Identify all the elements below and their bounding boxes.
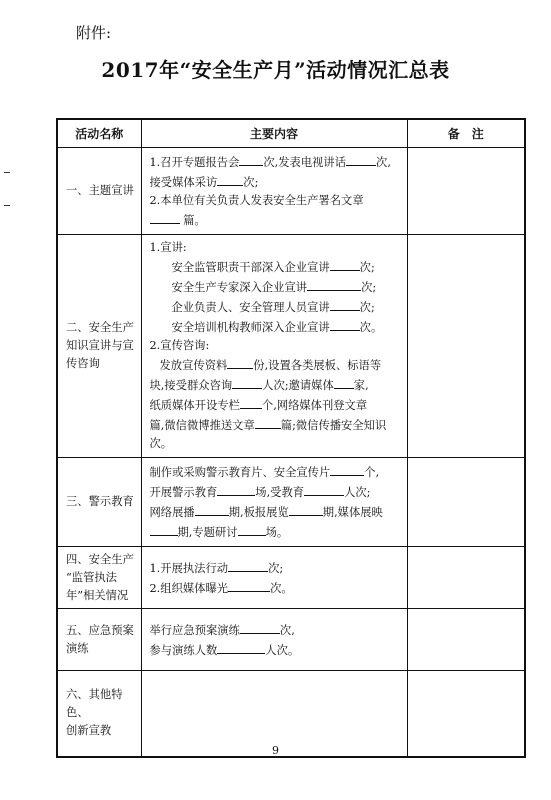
content-text: 1.开展执法行动 bbox=[149, 561, 229, 575]
blank-field bbox=[346, 152, 376, 166]
blank-field bbox=[195, 502, 229, 516]
content-text: 2.宣传咨询: bbox=[149, 339, 210, 352]
content-text: 纸质媒体开设专栏 bbox=[149, 399, 240, 412]
category-line: 演练 bbox=[66, 641, 89, 655]
content-cell bbox=[141, 235, 407, 458]
remark-cell bbox=[407, 458, 525, 547]
content-text: 开展警示教育 bbox=[149, 486, 218, 499]
table-row bbox=[57, 609, 525, 671]
content-text: 2.本单位有关负责人发表安全生产署名文章 bbox=[149, 194, 364, 207]
blank-field bbox=[228, 558, 268, 572]
content-line bbox=[150, 502, 401, 522]
content-text: 次; bbox=[359, 301, 375, 314]
blank-field bbox=[239, 152, 263, 166]
content-text: 篇,微信微博推送文章 bbox=[149, 419, 255, 432]
content-cell bbox=[141, 458, 407, 547]
category-line: 五、应急预案 bbox=[66, 623, 134, 637]
blank-field bbox=[228, 578, 270, 592]
category-cell bbox=[57, 547, 141, 609]
content-line bbox=[150, 239, 401, 257]
content-text: 网络展播 bbox=[149, 506, 195, 519]
category-line: 知识宣讲与宣 bbox=[66, 339, 134, 352]
category-line: 二、安全生产 bbox=[66, 321, 134, 334]
content-line bbox=[150, 558, 401, 578]
table-row bbox=[57, 235, 525, 458]
content-line bbox=[150, 462, 401, 482]
category-cell bbox=[57, 458, 141, 547]
content-line bbox=[150, 317, 401, 337]
content-line bbox=[150, 522, 401, 542]
content-line bbox=[150, 337, 401, 355]
content-text: 份,设置各类展板、标语等 bbox=[253, 359, 382, 372]
content-line bbox=[150, 578, 401, 598]
remark-cell bbox=[407, 148, 525, 235]
content-text: 次。 bbox=[149, 437, 173, 450]
content-text: 企业负责人、安全管理人员宣讲 bbox=[171, 301, 330, 314]
header-main-content: 主要内容 bbox=[141, 119, 407, 148]
content-line bbox=[150, 297, 401, 317]
table-row bbox=[57, 547, 525, 609]
content-text: 次,发表电视讲话 bbox=[263, 156, 347, 169]
category-line: 三、警示教育 bbox=[66, 495, 134, 508]
content-text: 期,媒体展映 bbox=[322, 506, 383, 519]
attachment-label: 附件: bbox=[76, 24, 112, 42]
content-text: 次; bbox=[268, 561, 284, 575]
blank-field bbox=[150, 522, 178, 536]
content-line bbox=[150, 435, 401, 453]
blank-field bbox=[255, 415, 281, 429]
blank-field bbox=[217, 640, 265, 654]
content-text: 举行应急预案演练 bbox=[149, 623, 240, 637]
content-line bbox=[150, 355, 401, 375]
content-line bbox=[150, 257, 401, 277]
category-cell bbox=[57, 148, 141, 235]
content-text: 次; bbox=[361, 281, 377, 294]
blank-field bbox=[307, 277, 361, 291]
table-row bbox=[57, 148, 525, 235]
content-text: 安全培训机构教师深入企业宣讲 bbox=[171, 321, 330, 334]
summary-table bbox=[56, 118, 526, 758]
content-line bbox=[150, 152, 401, 172]
blank-field bbox=[217, 172, 243, 186]
content-text: 家, bbox=[353, 379, 369, 392]
blank-field bbox=[330, 317, 360, 331]
remark-cell bbox=[407, 609, 525, 671]
page-number: 9 bbox=[272, 744, 279, 757]
content-text: 篇;微信传播安全知识 bbox=[280, 419, 387, 432]
blank-field bbox=[227, 355, 253, 369]
category-line: “监管执法 bbox=[66, 570, 117, 584]
category-cell bbox=[57, 609, 141, 671]
content-line bbox=[150, 482, 401, 502]
content-text: 次, bbox=[279, 623, 295, 637]
content-text: 1.宣讲: bbox=[149, 241, 187, 254]
category-line: 传咨询 bbox=[66, 357, 100, 370]
content-text: 发放宣传资料 bbox=[159, 359, 228, 372]
content-line bbox=[150, 210, 401, 230]
blank-field bbox=[240, 620, 280, 634]
category-line: 四、安全生产 bbox=[66, 552, 134, 566]
content-text: 场,受教育 bbox=[255, 486, 305, 499]
header-activity-name: 活动名称 bbox=[57, 119, 141, 148]
content-text: 2.组织媒体曝光 bbox=[149, 581, 229, 595]
category-line: 创新宣教 bbox=[66, 724, 112, 738]
margin-mark bbox=[4, 172, 10, 173]
content-line bbox=[150, 640, 401, 660]
content-text: 人次;邀请媒体 bbox=[262, 379, 334, 392]
content-text: 人次。 bbox=[265, 643, 300, 657]
header-remark: 备 注 bbox=[407, 119, 525, 148]
remark-cell bbox=[407, 235, 525, 458]
blank-field bbox=[240, 395, 262, 409]
category-line: 一、主题宣讲 bbox=[66, 184, 134, 197]
content-line bbox=[150, 375, 401, 395]
content-line bbox=[150, 620, 401, 640]
content-text: 制作或采购警示教育片、安全宣传片 bbox=[149, 466, 331, 479]
category-line: 年”相关情况 bbox=[66, 588, 129, 602]
content-text: 个,网络媒体刊登文章 bbox=[261, 399, 368, 412]
blank-field bbox=[334, 375, 354, 389]
content-text: 篇。 bbox=[183, 214, 206, 227]
content-text: 次。 bbox=[270, 581, 293, 595]
content-text: 块,接受群众咨询 bbox=[149, 379, 233, 392]
header-row bbox=[57, 119, 525, 148]
content-text: 场。 bbox=[265, 526, 289, 539]
blank-field bbox=[238, 522, 266, 536]
content-text: 参与演练人数 bbox=[149, 643, 218, 657]
blank-field bbox=[330, 462, 364, 476]
content-text: 期,专题研讨 bbox=[177, 526, 238, 539]
remark-cell bbox=[407, 547, 525, 609]
blank-field bbox=[217, 482, 255, 496]
content-line bbox=[150, 277, 401, 297]
content-text: 接受媒体采访 bbox=[149, 176, 218, 189]
content-text: 次; bbox=[243, 176, 259, 189]
content-cell bbox=[141, 609, 407, 671]
content-line bbox=[150, 172, 401, 192]
blank-field bbox=[150, 210, 180, 224]
category-line: 六、其他特色、 bbox=[66, 688, 123, 720]
page-title: 2017年“安全生产月”活动情况汇总表 bbox=[101, 58, 450, 82]
content-line bbox=[150, 415, 401, 435]
content-text: 次。 bbox=[359, 321, 383, 334]
content-cell bbox=[141, 148, 407, 235]
blank-field bbox=[232, 375, 262, 389]
content-text: 1.召开专题报告会 bbox=[149, 156, 240, 169]
content-text: 安全监管职责干部深入企业宣讲 bbox=[171, 261, 330, 274]
content-line bbox=[150, 395, 401, 415]
blank-field bbox=[330, 297, 360, 311]
table-row bbox=[57, 458, 525, 547]
content-text: 次; bbox=[359, 261, 375, 274]
content-line bbox=[150, 192, 401, 210]
content-text: 安全生产专家深入企业宣讲 bbox=[171, 281, 308, 294]
content-text: 次, bbox=[376, 156, 391, 169]
content-cell bbox=[141, 547, 407, 609]
blank-field bbox=[330, 257, 360, 271]
content-text: 人次; bbox=[344, 486, 371, 499]
content-text: 个, bbox=[364, 466, 380, 479]
margin-mark bbox=[4, 205, 10, 206]
blank-field bbox=[304, 482, 344, 496]
content-text: 期,板报展览 bbox=[228, 506, 289, 519]
category-cell bbox=[57, 235, 141, 458]
blank-field bbox=[289, 502, 323, 516]
